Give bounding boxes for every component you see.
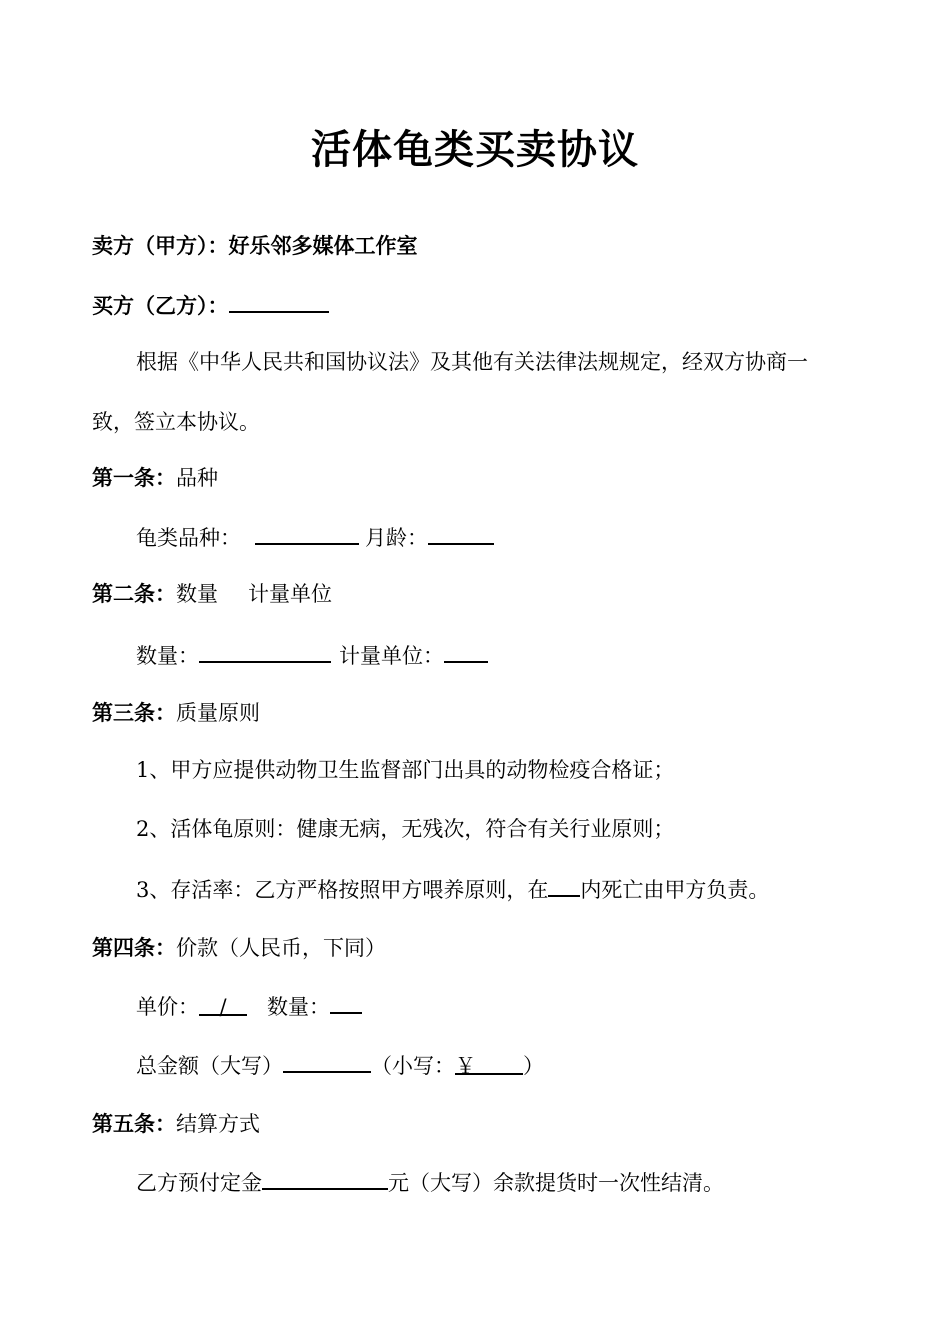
variety-blank[interactable] <box>255 521 359 545</box>
seller-line <box>92 231 418 261</box>
survival-period-blank[interactable] <box>548 873 580 897</box>
article-5-label: 第五条： <box>92 1112 176 1136</box>
small-post: ） <box>523 1054 544 1078</box>
article-4-price <box>136 990 362 1022</box>
article-1-heading <box>92 463 218 493</box>
article-3-item-1: 1、甲方应提供动物卫生监督部门出具的动物检疫合格证； <box>136 758 675 782</box>
article-2-title: 数量 <box>176 582 218 606</box>
document-title: 活体龟类买卖协议 <box>311 127 639 173</box>
qty-label: 数量： <box>136 644 199 668</box>
article-1-title: 品种 <box>176 466 218 490</box>
price-qty-label: 数量： <box>267 995 330 1019</box>
article-2-label: 第二条： <box>92 582 176 606</box>
seller-name: 好乐邻多媒体工作室 <box>228 234 418 258</box>
article-4-heading <box>92 933 386 963</box>
variety-label: 龟类品种： <box>136 526 241 550</box>
small-pre: （小写： <box>371 1054 455 1078</box>
age-label: 月龄： <box>365 526 428 550</box>
article-2-detail <box>136 639 488 671</box>
price-blank[interactable]: / <box>199 992 247 1016</box>
article-5-heading <box>92 1109 260 1139</box>
buyer-blank[interactable] <box>229 289 329 313</box>
article-3-item-3 <box>136 873 769 905</box>
article-3-item-2: 2、活体龟原则：健康无病，无残次，符合有关行业原则； <box>136 817 675 841</box>
total-label: 总金额（大写） <box>136 1054 283 1078</box>
deposit-post: 元（大写）余款提货时一次性结清。 <box>388 1171 724 1195</box>
article-3-heading <box>92 698 260 728</box>
buyer-line <box>92 289 329 321</box>
total-uppercase-blank[interactable] <box>283 1049 371 1073</box>
article-4-title: 价款（人民币，下同） <box>176 936 386 960</box>
yen-sign: ￥ <box>455 1054 476 1078</box>
item-3-pre: 3、存活率：乙方严格按照甲方喂养原则，在 <box>136 878 549 902</box>
unit-blank[interactable] <box>444 639 488 663</box>
buyer-label: 买方（乙方）： <box>92 294 229 318</box>
price-label: 单价： <box>136 995 199 1019</box>
item-3-post: 内死亡由甲方负责。 <box>580 878 770 902</box>
age-blank[interactable] <box>428 521 494 545</box>
article-2-title-unit: 计量单位 <box>248 582 332 606</box>
article-2-heading <box>92 579 332 609</box>
qty-blank[interactable] <box>199 639 331 663</box>
article-4-total <box>136 1049 544 1081</box>
deposit-blank[interactable] <box>262 1166 388 1190</box>
seller-label: 卖方（甲方）： <box>92 234 229 258</box>
article-5-detail <box>136 1166 724 1198</box>
intro-line-2: 致，签立本协议。 <box>92 410 260 434</box>
intro-line-1: 根据《中华人民共和国协议法》及其他有关法律法规规定，经双方协商一 <box>136 350 808 374</box>
unit-label: 计量单位： <box>339 644 444 668</box>
article-4-label: 第四条： <box>92 936 176 960</box>
deposit-pre: 乙方预付定金 <box>136 1171 262 1195</box>
article-3-label: 第三条： <box>92 701 176 725</box>
price-qty-blank[interactable] <box>330 990 362 1014</box>
total-small-blank[interactable] <box>455 1051 523 1078</box>
article-1-detail <box>136 521 494 553</box>
article-5-title: 结算方式 <box>176 1112 260 1136</box>
article-1-label: 第一条： <box>92 466 176 490</box>
article-3-title: 质量原则 <box>176 701 260 725</box>
